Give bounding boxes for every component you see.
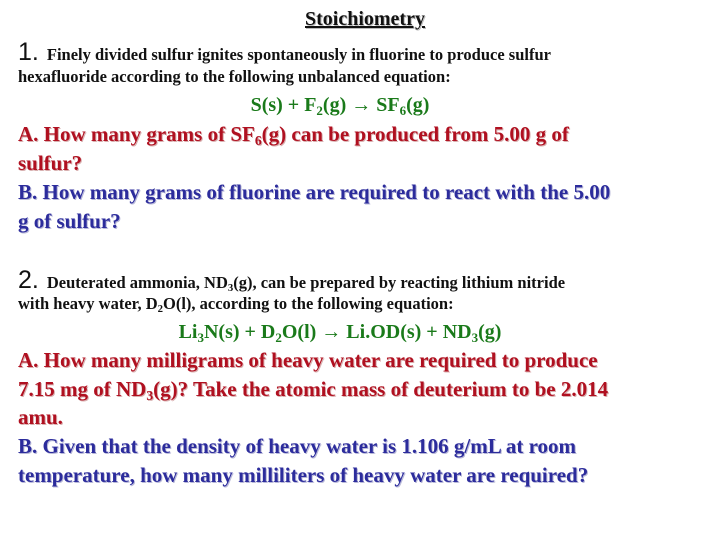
problem-1-part-a-line-1 bbox=[18, 122, 569, 149]
text-segment: with heavy water, D bbox=[18, 294, 158, 313]
text-segment: Deuterated ammonia, ND bbox=[46, 273, 228, 292]
problem-2-part-b-line-1 bbox=[18, 436, 576, 457]
subscript: 2 bbox=[316, 102, 323, 118]
text-segment: O(l) → Li.OD(s) + ND bbox=[281, 321, 472, 343]
problem-2-part-a-line-2 bbox=[18, 377, 609, 404]
text-segment: (g) bbox=[406, 94, 430, 116]
subscript: 3 bbox=[227, 282, 234, 295]
text-segment: temperature, how many milliliters of heavy water are required? bbox=[18, 463, 589, 487]
text-segment: B. Given that the density of heavy water is 1.106 g/mL at room bbox=[18, 434, 577, 458]
text-segment: (g)? Take the atomic mass of deuterium to be 2.014 bbox=[153, 377, 609, 401]
text-segment: 7.15 mg of ND bbox=[18, 377, 147, 401]
text-segment: (g), can be prepared by reacting lithium nitride bbox=[233, 273, 566, 292]
problem-1-number: 1. bbox=[18, 38, 39, 66]
text-segment: Finely divided sulfur ignites spontaneously in fluorine to produce sulfur bbox=[46, 45, 551, 64]
text-segment: A. How many grams of SF bbox=[18, 122, 255, 146]
subscript: 3 bbox=[197, 329, 204, 345]
text-segment: g of sulfur? bbox=[18, 209, 121, 233]
problem-1-part-a-line-2 bbox=[18, 153, 82, 174]
text-segment: (g) can be produced from 5.00 g of bbox=[261, 122, 569, 146]
problem-1-part-b-line-1 bbox=[18, 182, 610, 203]
text-segment: sulfur? bbox=[18, 151, 83, 175]
subscript: 2 bbox=[275, 329, 282, 345]
problem-2-part-b-line-2 bbox=[18, 465, 588, 486]
problem-1-intro-line-2 bbox=[18, 69, 451, 86]
problem-2-number: 2. bbox=[18, 266, 39, 294]
subscript: 3 bbox=[471, 329, 479, 345]
problem-2-intro-line-1 bbox=[18, 268, 565, 293]
problem-1-equation bbox=[0, 94, 680, 118]
problem-1-intro-line-1 bbox=[18, 40, 551, 65]
text-segment: O(l), according to the following equation: bbox=[163, 294, 454, 313]
problem-2-part-a-line-3 bbox=[18, 407, 63, 428]
problem-1-part-b-line-2 bbox=[18, 211, 121, 232]
subscript: 6 bbox=[254, 133, 262, 149]
text-segment: hexafluoride according to the following unbalanced equation: bbox=[18, 67, 451, 86]
subscript: 6 bbox=[399, 102, 407, 118]
subscript: 2 bbox=[157, 303, 163, 316]
text-segment: (g) → SF bbox=[322, 94, 400, 116]
text-segment: (g) bbox=[478, 321, 502, 343]
problem-2-intro-line-2 bbox=[18, 294, 454, 316]
text-segment: N(s) + D bbox=[203, 321, 276, 343]
text-segment: B. How many grams of fluorine are required to react with the 5.00 bbox=[18, 180, 611, 204]
page-title: Stoichiometry bbox=[305, 8, 425, 30]
problem-2-part-a-line-1 bbox=[18, 350, 598, 371]
text-segment: Li bbox=[178, 321, 198, 343]
text-segment: A. How many milligrams of heavy water are required to produce bbox=[18, 348, 598, 372]
subscript: 3 bbox=[146, 388, 154, 404]
text-segment: amu. bbox=[18, 405, 63, 429]
text-segment: S(s) + F bbox=[250, 94, 317, 116]
problem-2-equation bbox=[0, 321, 680, 345]
